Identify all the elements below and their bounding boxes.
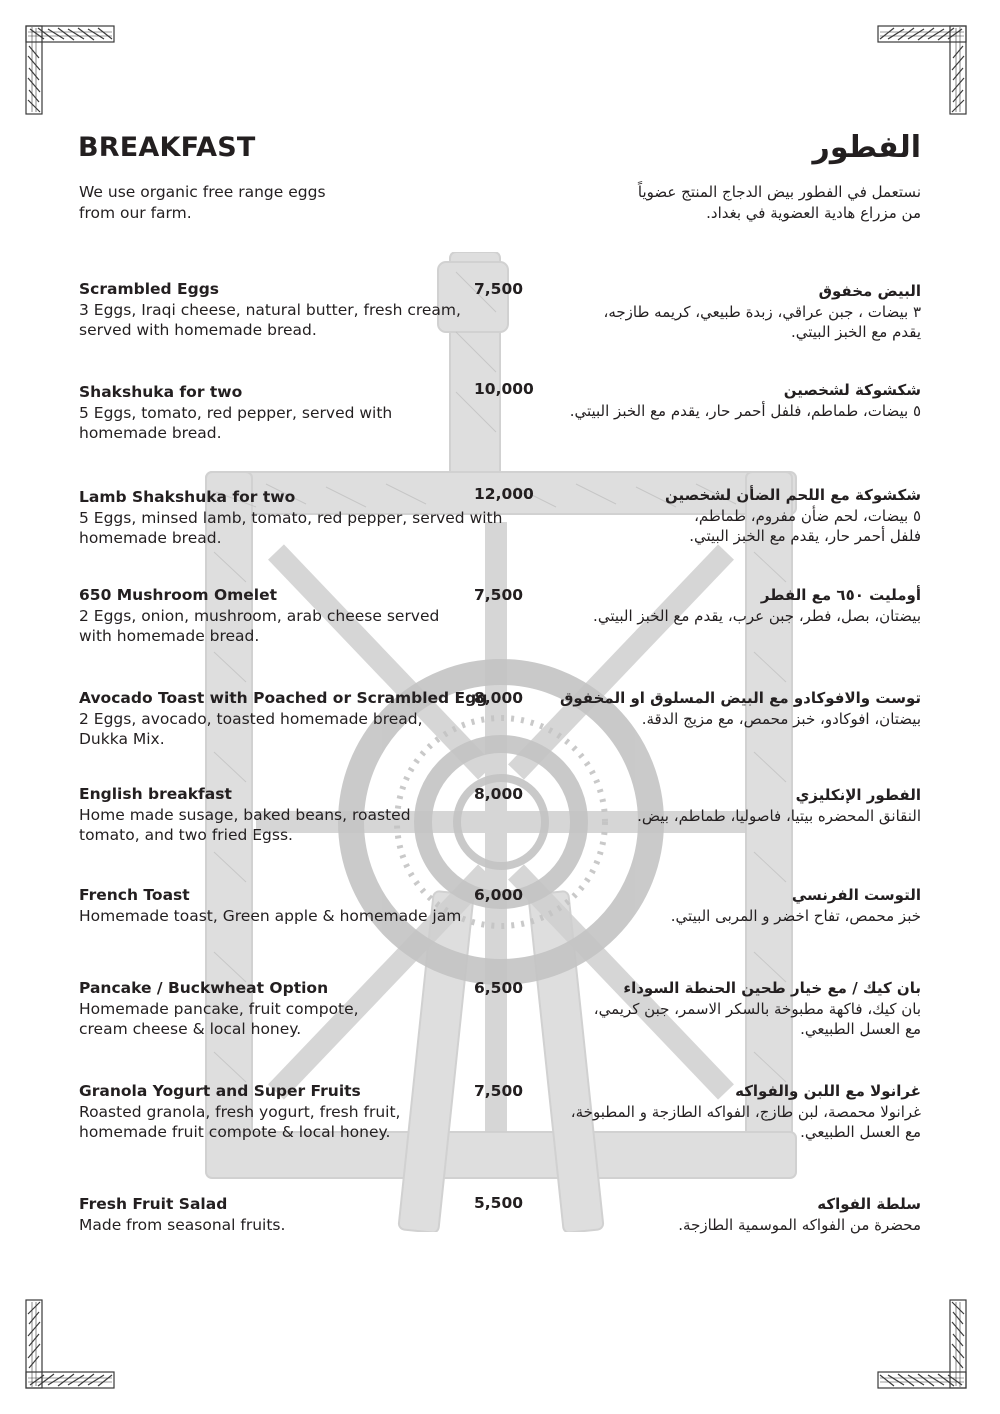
menu-item-description: 3 Eggs, Iraqi cheese, natural butter, fresh cream, — [79, 300, 461, 319]
menu-item-english — [79, 1194, 529, 1235]
menu-item-description: 5 Eggs, tomato, red pepper, served with — [79, 403, 393, 422]
corner-ornament-bottom-right — [876, 1298, 968, 1390]
intro-english — [79, 182, 369, 224]
menu-item-description: Homemade toast, Green apple & homemade jam — [79, 906, 462, 925]
menu-item-description-arabic: ٣ بيضات ، جبن عراقي، زبدة طبيعي، كريمه طازجه، — [603, 302, 921, 321]
menu-item-name: Pancake / Buckwheat Option — [79, 979, 329, 997]
menu-item-description: 2 Eggs, onion, mushroom, arab cheese served — [79, 606, 440, 625]
menu-item-description-arabic: بيضتان، بصل، فطر، جبن عرب، يقدم مع الخبز البيتي. — [593, 606, 921, 625]
menu-item-description-arabic: مع العسل الطبيعي. — [800, 1123, 921, 1141]
page-title-english: BREAKFAST — [78, 132, 256, 163]
menu-item-description: tomato, and two fried Egss. — [79, 826, 293, 844]
menu-item-description: served with homemade bread. — [79, 321, 317, 339]
menu-item-arabic — [541, 688, 921, 729]
intro-arabic — [581, 182, 921, 224]
menu-item-name-arabic: التوست الفرنسي — [791, 886, 921, 904]
menu-item-name: Avocado Toast with Poached or Scrambled Egg — [79, 689, 488, 707]
menu-item-english — [79, 1081, 529, 1143]
menu-item-english — [79, 784, 529, 846]
menu-item-arabic — [541, 585, 921, 626]
menu-item-arabic — [541, 978, 921, 1040]
menu-item-english — [79, 487, 529, 549]
menu-item-arabic — [541, 281, 921, 343]
menu-item-description-arabic: خبز محمص، تفاح اخضر و المربى البيتي. — [670, 906, 921, 925]
menu-item-arabic — [541, 785, 921, 826]
menu-item-name-arabic: توست والافوكادو مع البيض المسلوق او المخفوق — [559, 689, 921, 707]
menu-item-name: 650 Mushroom Omelet — [79, 586, 278, 604]
menu-item-description: homemade fruit compote & local honey. — [79, 1123, 391, 1141]
menu-item-description-arabic: ٥ بيضات، لحم ضأن مفروم، طماطم، — [694, 506, 921, 525]
menu-item-english — [79, 885, 529, 926]
corner-ornament-bottom-left — [24, 1298, 116, 1390]
menu-item-description: cream cheese & local honey. — [79, 1020, 302, 1038]
menu-item-price: 8,000 — [474, 785, 524, 803]
menu-item-description-arabic: غرانولا محمصة، لبن طازج، الفواكه الطازجة و المطبوخة، — [570, 1102, 921, 1121]
menu-item-arabic — [541, 380, 921, 421]
menu-item-arabic — [541, 1194, 921, 1235]
menu-item-description-arabic: بان كيك، فاكهة مطبوخة بالسكر الاسمر، جبن كريمي، — [593, 999, 921, 1018]
menu-item-price: 5,500 — [474, 1194, 524, 1212]
menu-item-description-arabic: النقانق المحضره بيتيا، فاصوليا، طماطم، بيض. — [637, 806, 921, 825]
menu-item-description: homemade bread. — [79, 529, 222, 547]
menu-item-price: 6,000 — [474, 886, 524, 904]
corner-ornament-top-left — [24, 24, 116, 116]
menu-item-description-arabic: مع العسل الطبيعي. — [800, 1020, 921, 1038]
menu-item-english — [79, 688, 529, 750]
intro-english-line: We use organic free range eggs — [79, 183, 326, 201]
menu-item-price: 7,500 — [474, 586, 524, 604]
menu-item-description: 2 Eggs, avocado, toasted homemade bread, — [79, 709, 423, 728]
menu-item-arabic — [541, 485, 921, 547]
menu-item-price: 7,500 — [474, 280, 524, 298]
menu-item-description: homemade bread. — [79, 424, 222, 442]
menu-item-name-arabic: غرانولا مع اللبن والفواكه — [735, 1082, 921, 1100]
menu-item-name-arabic: شكشوكة لشخصين — [783, 381, 921, 399]
menu-item-description: Home made susage, baked beans, roasted — [79, 805, 411, 824]
page-title-arabic: الفطور — [812, 130, 921, 165]
intro-arabic-line: نستعمل في الفطور بيض الدجاج المنتج عضوياً — [637, 183, 921, 201]
menu-item-price: 10,000 — [474, 380, 534, 398]
menu-item-name: Granola Yogurt and Super Fruits — [79, 1082, 361, 1100]
menu-item-description-arabic: محضرة من الفواكه الموسمية الطازجة. — [678, 1215, 921, 1234]
menu-item-english — [79, 382, 529, 444]
corner-ornament-top-right — [876, 24, 968, 116]
menu-item-name: Shakshuka for two — [79, 383, 243, 401]
menu-item-description: Homemade pancake, fruit compote, — [79, 999, 359, 1018]
menu-item-english — [79, 585, 529, 647]
menu-item-description: with homemade bread. — [79, 627, 260, 645]
menu-item-description-arabic: بيضتان، افوكادو، خبز محمص، مع مزيج الدقة. — [641, 709, 921, 728]
menu-item-english — [79, 978, 529, 1040]
intro-arabic-line: من مزراع هادية العضوية في بغداد. — [706, 204, 921, 222]
menu-item-name: English breakfast — [79, 785, 232, 803]
menu-item-description-arabic: يقدم مع الخبز البيتي. — [790, 323, 921, 341]
menu-item-description: Dukka Mix. — [79, 730, 165, 748]
menu-item-name-arabic: البيض مخفوق — [818, 282, 921, 300]
menu-item-name: Scrambled Eggs — [79, 280, 220, 298]
menu-item-english — [79, 279, 529, 341]
menu-item-name-arabic: الفطور الإنكليزي — [795, 786, 921, 804]
menu-item-name: Lamb Shakshuka for two — [79, 488, 296, 506]
menu-item-description-arabic: ٥ بيضات، طماطم، فلفل أحمر حار، يقدم مع الخبز البيتي. — [569, 401, 921, 420]
menu-item-name-arabic: أومليت ٦٥٠ مع الفطر — [760, 586, 921, 604]
menu-item-description: 5 Eggs, minsed lamb, tomato, red pepper, served with — [79, 508, 503, 527]
menu-item-description: Roasted granola, fresh yogurt, fresh fruit, — [79, 1102, 401, 1121]
menu-item-name-arabic: شكشوكة مع اللحم الضأن لشخصين — [665, 486, 921, 504]
menu-item-name: French Toast — [79, 886, 190, 904]
intro-english-line: from our farm. — [79, 204, 192, 222]
menu-item-arabic — [541, 1081, 921, 1143]
menu-item-description: Made from seasonal fruits. — [79, 1215, 286, 1234]
menu-item-name: Fresh Fruit Salad — [79, 1195, 228, 1213]
menu-item-arabic — [541, 885, 921, 926]
menu-item-price: 8,000 — [474, 689, 524, 707]
menu-item-name-arabic: بان كيك / مع خيار طحين الحنطة السوداء — [623, 979, 921, 997]
menu-item-price: 6,500 — [474, 979, 524, 997]
menu-item-name-arabic: سلطة الفواكه — [817, 1195, 921, 1213]
menu-item-price: 7,500 — [474, 1082, 524, 1100]
menu-item-price: 12,000 — [474, 485, 534, 503]
menu-item-description-arabic: فلفل أحمر حار، يقدم مع الخبز البيتي. — [689, 527, 921, 545]
